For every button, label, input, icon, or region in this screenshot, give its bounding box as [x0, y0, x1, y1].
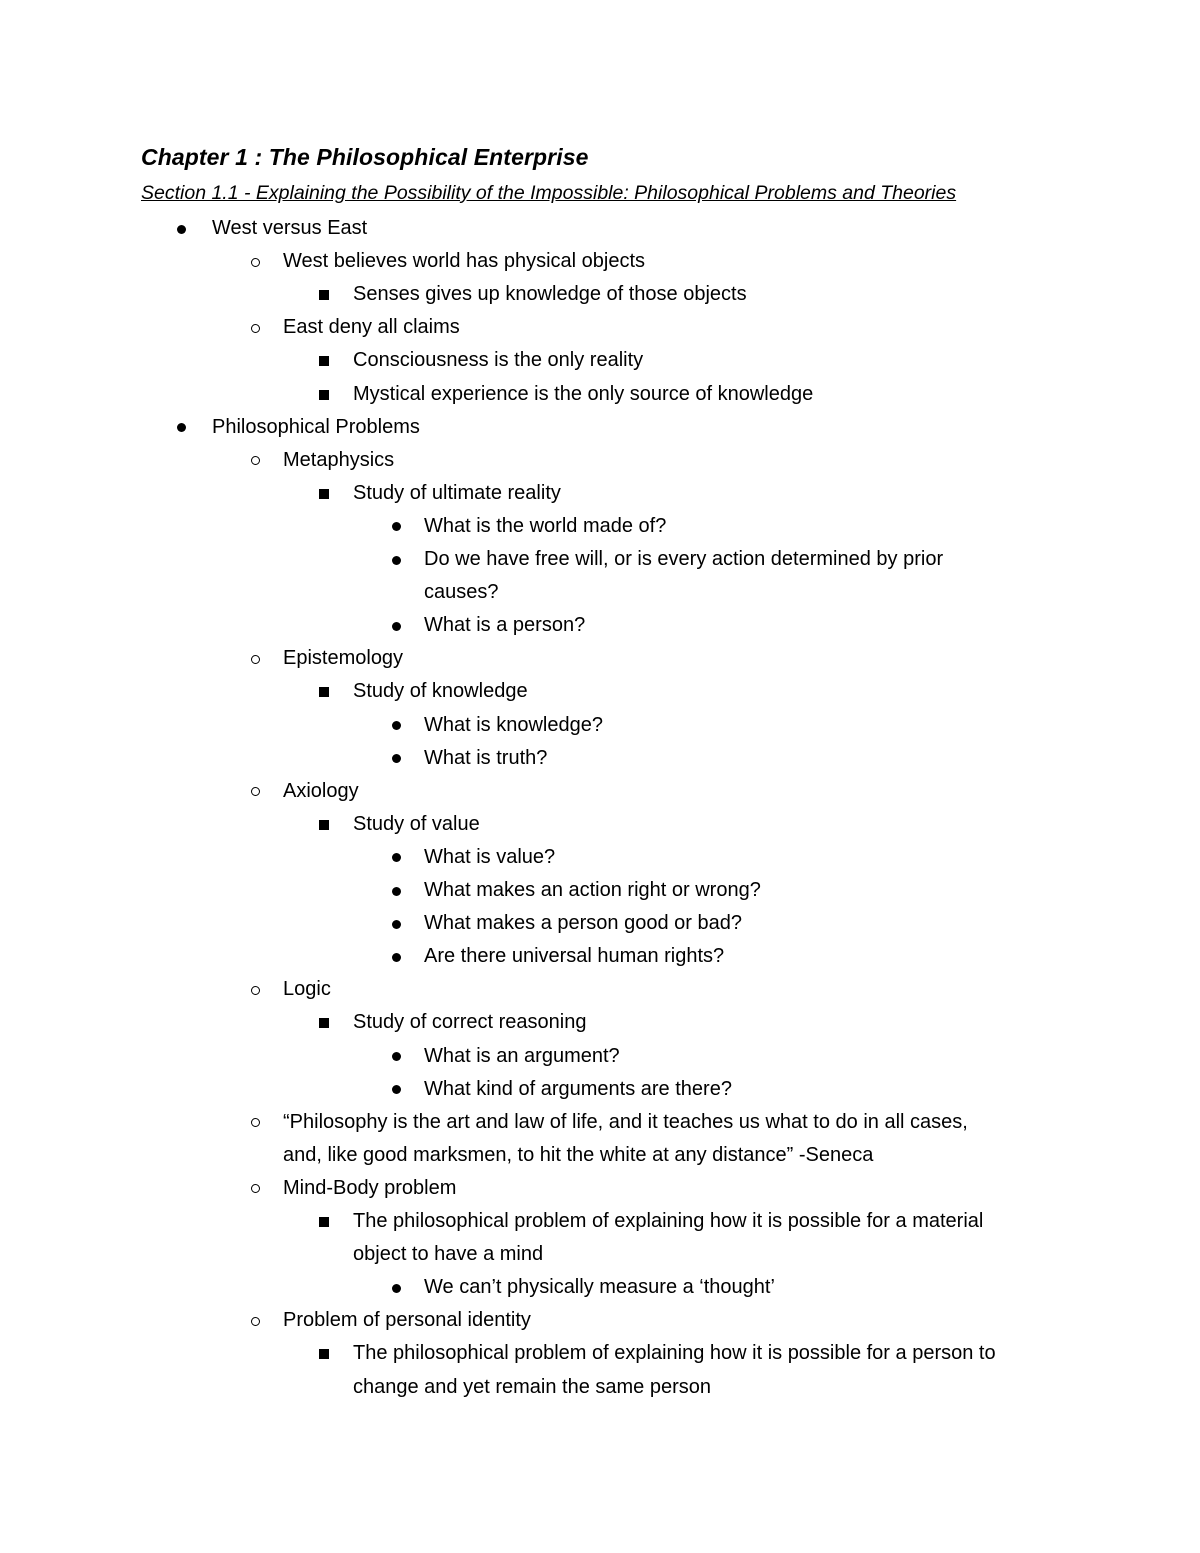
dot-bullet-icon: [392, 853, 401, 862]
list-item-text: What is truth?: [424, 746, 548, 769]
dot-bullet-icon: [392, 1052, 401, 1061]
dot-bullet-icon: [392, 1284, 401, 1293]
list-item-text: What is knowledge?: [424, 713, 603, 736]
dot-bullet-icon: [392, 754, 401, 763]
circle-bullet-icon: [251, 456, 260, 465]
list-item-text: Problem of personal identity: [283, 1309, 531, 1332]
list-item-text: What is value?: [424, 845, 556, 868]
list-item-text: What is the world made of?: [424, 514, 667, 537]
list-item-text: East deny all claims: [283, 316, 460, 339]
square-bullet-icon: [319, 820, 329, 830]
square-bullet-icon: [319, 1018, 329, 1028]
list-item-text: Philosophical Problems: [212, 415, 420, 438]
list-item-text: The philosophical problem of explaining how it is possible for a material: [353, 1210, 984, 1232]
list-item-text: Study of value: [353, 812, 480, 835]
list-item-text: Study of ultimate reality: [353, 481, 561, 504]
circle-bullet-icon: [251, 1317, 260, 1326]
dot-bullet-icon: [392, 953, 401, 962]
list-item-text: causes?: [424, 581, 499, 604]
list-item-text: Mind-Body problem: [283, 1176, 457, 1199]
list-item-text: West believes world has physical objects: [283, 250, 646, 273]
list-item-text: Epistemology: [283, 647, 404, 670]
list-item-text: West versus East: [212, 217, 368, 239]
square-bullet-icon: [319, 1217, 329, 1227]
list-item-text: Logic: [283, 978, 331, 1001]
list-item-text: Study of correct reasoning: [353, 1011, 587, 1034]
square-bullet-icon: [319, 489, 329, 499]
list-item-text: Are there universal human rights?: [424, 945, 725, 968]
circle-bullet-icon: [251, 324, 260, 333]
list-item-text: Do we have free will, or is every action determined by prior: [424, 548, 944, 570]
dot-bullet-icon: [177, 423, 186, 432]
list-item-text: What is a person?: [424, 614, 586, 637]
circle-bullet-icon: [251, 1184, 260, 1193]
list-item-text: What makes a person good or bad?: [424, 912, 742, 935]
dot-bullet-icon: [392, 556, 401, 565]
circle-bullet-icon: [251, 986, 260, 995]
list-item-text: What is an argument?: [424, 1044, 620, 1067]
circle-bullet-icon: [251, 655, 260, 664]
list-item-text: Senses gives up knowledge of those objects: [353, 283, 747, 306]
square-bullet-icon: [319, 290, 329, 300]
list-item-text: Axiology: [283, 779, 359, 802]
dot-bullet-icon: [392, 1085, 401, 1094]
dot-bullet-icon: [392, 887, 401, 896]
square-bullet-icon: [319, 1349, 329, 1359]
circle-bullet-icon: [251, 1118, 260, 1127]
section-heading: Section 1.1 - Explaining the Possibility of the Impossible: Philosophical Problems and Theories: [141, 182, 957, 204]
page-title: Chapter 1 : The Philosophical Enterprise: [141, 144, 589, 170]
list-item-text: Metaphysics: [283, 448, 395, 471]
dot-bullet-icon: [392, 721, 401, 730]
list-item-text: We can’t physically measure a ‘thought’: [424, 1276, 775, 1299]
list-item-text: change and yet remain the same person: [353, 1375, 711, 1398]
circle-bullet-icon: [251, 787, 260, 796]
circle-bullet-icon: [251, 258, 260, 267]
list-item-text: and, like good marksmen, to hit the white at any distance” -Seneca: [283, 1143, 874, 1166]
square-bullet-icon: [319, 687, 329, 697]
dot-bullet-icon: [177, 225, 186, 234]
list-item-text: Study of knowledge: [353, 680, 528, 703]
dot-bullet-icon: [392, 622, 401, 631]
list-item-text: Consciousness is the only reality: [353, 349, 644, 372]
square-bullet-icon: [319, 390, 329, 400]
list-item-text: What makes an action right or wrong?: [424, 879, 761, 901]
list-item-text: The philosophical problem of explaining how it is possible for a person to: [353, 1342, 996, 1365]
dot-bullet-icon: [392, 920, 401, 929]
list-item-text: “Philosophy is the art and law of life, and it teaches us what to do in all cases,: [283, 1110, 968, 1133]
list-item-text: Mystical experience is the only source of knowledge: [353, 382, 814, 405]
list-item-text: object to have a mind: [353, 1243, 544, 1266]
square-bullet-icon: [319, 356, 329, 366]
list-item-text: What kind of arguments are there?: [424, 1077, 732, 1100]
dot-bullet-icon: [392, 522, 401, 531]
